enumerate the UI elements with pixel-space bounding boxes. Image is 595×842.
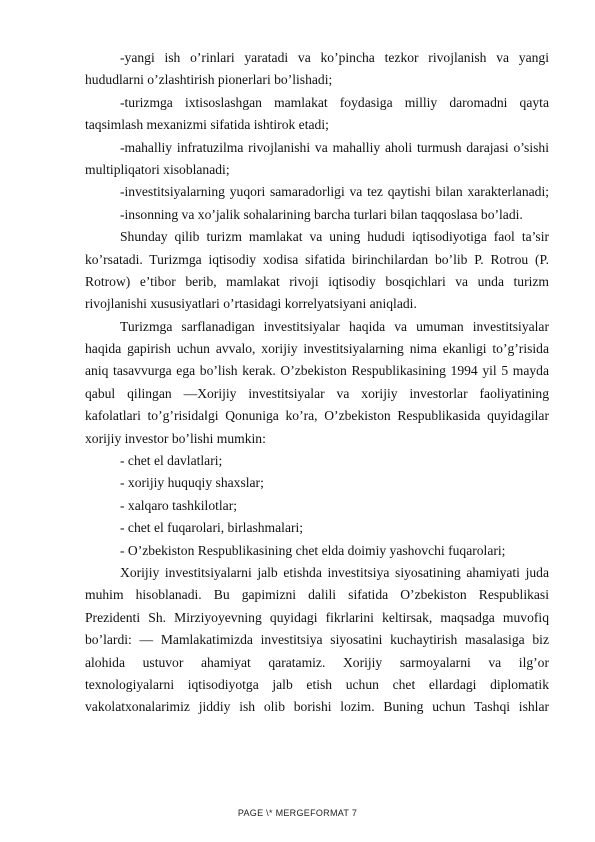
text-line: - chet el fuqarolari, birlashmalari; (120, 520, 304, 536)
text-line: -yangi ish o’rinlari yaratadi va ko’pincha tezkor rivojlanish va yangi (120, 50, 549, 65)
text-line: hududlarni o’zlashtirish pionerlari bo’lishadi; (85, 72, 333, 88)
text-line: Rotrow) e’tibor berib, mamlakat rivoji iqtisodiy bosqichlari va unda turizm (85, 273, 549, 289)
text-line: haqida gapirish uchun avvalo, xorijiy investitsiyalarning nima ekanligi to’g’risida (85, 341, 549, 357)
text-line: aniq tasavvurga ega bo’lish kerak. O’zbekiston Respublikasining 1994 yil 5 mayda (85, 363, 549, 379)
text-line: - chet el davlatlari; (120, 453, 223, 469)
text-line: muhim hisoblanadi. Bu gapimizni dalili sifatida O’zbekiston Respublikasi (85, 587, 549, 603)
text-line: qabul qilingan ―Xorijiy investitsiyalar va xorijiy investorlar faoliyatining (85, 385, 549, 401)
text-line: -insonning va xo’jalik sohalarining barcha turlari bilan taqqoslasa bo’ladi. (120, 206, 523, 222)
text-line: xorijiy investor bo’lishi mumkin: (85, 430, 266, 446)
text-line: rivojlanishi xususiyatlari o’rtasidagi korrelyatsiyani aniqladi. (85, 296, 417, 312)
text-line: Shunday qilib turizm mamlakat va uning hududi iqtisodiyotiga faol ta’sir (120, 229, 549, 245)
text-line: taqsimlash mexanizmi sifatida ishtirok etadi; (85, 117, 329, 133)
text-line: kafolatlari to’g’risida‖gi Qonuniga ko’ra, O’zbekiston Respublikasida quyidagilar (85, 408, 549, 424)
text-line: multipliqatori xisoblanadi; (85, 161, 230, 177)
text-line: - O’zbekiston Respublikasining chet elda doimiy yashovchi fuqarolari; (120, 542, 506, 558)
text-line: Turizmga sarflanadigan investitsiyalar haqida va umuman investitsiyalar (120, 318, 549, 334)
text-line: texnologiyalarni iqtisodiyotga jalb etish uchun chet ellardagi diplomatik (85, 676, 549, 692)
text-line: -mahalliy infratuzilma rivojlanishi va mahalliy aholi turmush darajasi o’sishi (120, 139, 549, 155)
text-line: - xorijiy huquqiy shaxslar; (120, 475, 264, 491)
text-line: bo’lardi: — Mamlakatimizda investitsiya siyosatini kuchaytirish masalasiga biz (85, 632, 549, 648)
document-body (85, 47, 549, 719)
text-line: - xalqaro tashkilotlar; (120, 497, 238, 513)
text-line: ko’rsatadi. Turizmga iqtisodiy xodisa sifatida birinchilardan bo’lib P. Rotrou (P. (85, 251, 549, 267)
text-line: -turizmga ixtisoslashgan mamlakat foydasiga milliy daromadni qayta (120, 94, 549, 110)
text-line: vakolatxonalarimiz jiddiy ish olib borishi lozim. Buning uchun Tashqi ishlar (85, 699, 549, 715)
text-line: Prezidenti Sh. Mirziyoyevning quyidagi fikrlarini keltirsak, maqsadga muvofiq (85, 609, 549, 625)
page-footer: PAGE \* MERGEFORMAT 7 (237, 808, 358, 818)
text-line: Xorijiy investitsiyalarni jalb etishda investitsiya siyosatining ahamiyati juda (120, 564, 549, 580)
text-line: -investitsiyalarning yuqori samaradorligi va tez qaytishi bilan xarakterlanadi; (120, 184, 549, 200)
text-line: alohida ustuvor ahamiyat qaratamiz. Xorijiy sarmoyalarni va ilg’or (85, 654, 549, 670)
